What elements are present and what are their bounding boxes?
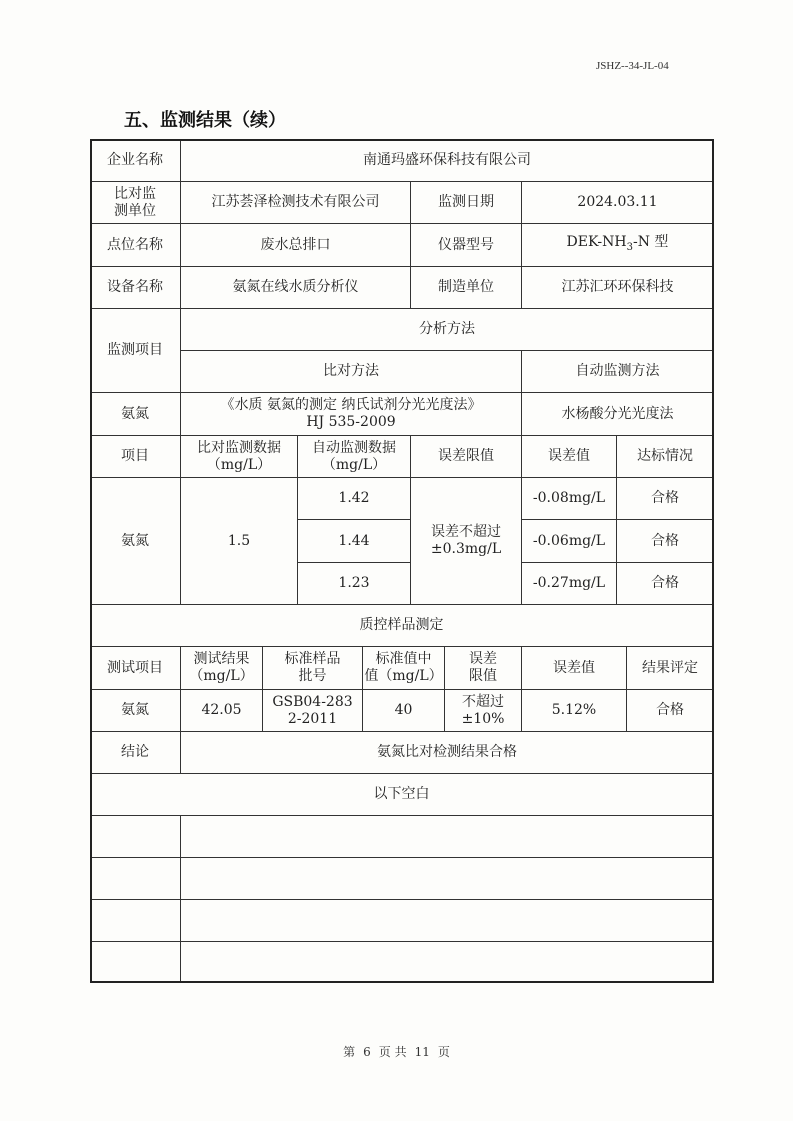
qc-std: 40 [363,690,445,732]
analysis-method-header: 分析方法 [181,309,714,351]
qc-eval: 合格 [627,690,714,732]
empty-cell [181,816,714,858]
qc-header-std: 标准值中 值（mg/L） [363,647,445,690]
cmp-status-3: 合格 [617,563,714,605]
auto-method-header: 自动监测方法 [522,351,714,393]
device-label: 设备名称 [90,267,181,309]
page-footer: 第 6 页 共 11 页 [343,1045,450,1059]
cmp-header-item: 项目 [90,436,181,478]
cmp-status-2: 合格 [617,520,714,563]
point-label: 点位名称 [90,224,181,267]
cmp-header-auto-data: 自动监测数据 （mg/L） [298,436,411,478]
monitoring-item-label: 监测项目 [90,309,181,393]
qc-result: 42.05 [181,690,263,732]
qc-header-error: 误差值 [522,647,627,690]
company-label: 企业名称 [90,139,181,182]
compare-unit-value: 江苏荟泽检测技术有限公司 [181,182,411,224]
empty-cell [90,816,181,858]
qc-header-batch: 标准样品 批号 [263,647,363,690]
empty-cell [181,900,714,942]
cmp-compare-value: 1.5 [181,478,298,605]
model-label: 仪器型号 [411,224,522,267]
point-value: 废水总排口 [181,224,411,267]
cmp-auto-1: 1.42 [298,478,411,520]
qc-header-item: 测试项目 [90,647,181,690]
cmp-auto-2: 1.44 [298,520,411,563]
cmp-header-error-limit: 误差限值 [411,436,522,478]
method-substance: 氨氮 [90,393,181,436]
qc-title: 质控样品测定 [90,605,714,647]
cmp-item: 氨氮 [90,478,181,605]
page-total: 11 [414,1045,430,1059]
cmp-header-status: 达标情况 [617,436,714,478]
cmp-header-compare-data: 比对监测数据 （mg/L） [181,436,298,478]
conclusion-label: 结论 [90,732,181,774]
device-value: 氨氮在线水质分析仪 [181,267,411,309]
qc-header-eval: 结果评定 [627,647,714,690]
cmp-error-2: -0.06mg/L [522,520,617,563]
cmp-error-1: -0.08mg/L [522,478,617,520]
empty-cell [90,942,181,983]
empty-cell [181,942,714,983]
empty-cell [90,858,181,900]
date-label: 监测日期 [411,182,522,224]
qc-error: 5.12% [522,690,627,732]
qc-limit: 不超过 ±10% [445,690,522,732]
qc-header-result: 测试结果 （mg/L） [181,647,263,690]
cmp-error-limit: 误差不超过 ±0.3mg/L [411,478,522,605]
cmp-status-1: 合格 [617,478,714,520]
document-id: JSHZ--34-JL-04 [596,60,669,72]
model-value: DEK-$NH_3-N$ 型 [522,224,714,267]
date-value: 2024.03.11 [522,182,714,224]
company-value: 南通玛盛环保科技有限公司 [181,139,714,182]
compare-method-value: 《水质 氨氮的测定 纳氏试剂分光光度法》 HJ 535-2009 [181,393,522,436]
compare-unit-label: 比对监 测单位 [90,182,181,224]
qc-batch: GSB04-283 2-2011 [263,690,363,732]
cmp-header-error-value: 误差值 [522,436,617,478]
cmp-auto-3: 1.23 [298,563,411,605]
section-title: 五、监测结果（续） [124,110,286,131]
auto-method-value: 水杨酸分光光度法 [522,393,714,436]
qc-header-limit: 误差 限值 [445,647,522,690]
qc-item: 氨氮 [90,690,181,732]
maker-label: 制造单位 [411,267,522,309]
conclusion-value: 氨氮比对检测结果合格 [181,732,714,774]
blank-note: 以下空白 [90,774,714,816]
compare-method-header: 比对方法 [181,351,522,393]
page-number: 6 [363,1045,371,1059]
empty-cell [181,858,714,900]
monitoring-result-table [90,139,714,983]
cmp-error-3: -0.27mg/L [522,563,617,605]
empty-cell [90,900,181,942]
maker-value: 江苏汇环环保科技 [522,267,714,309]
